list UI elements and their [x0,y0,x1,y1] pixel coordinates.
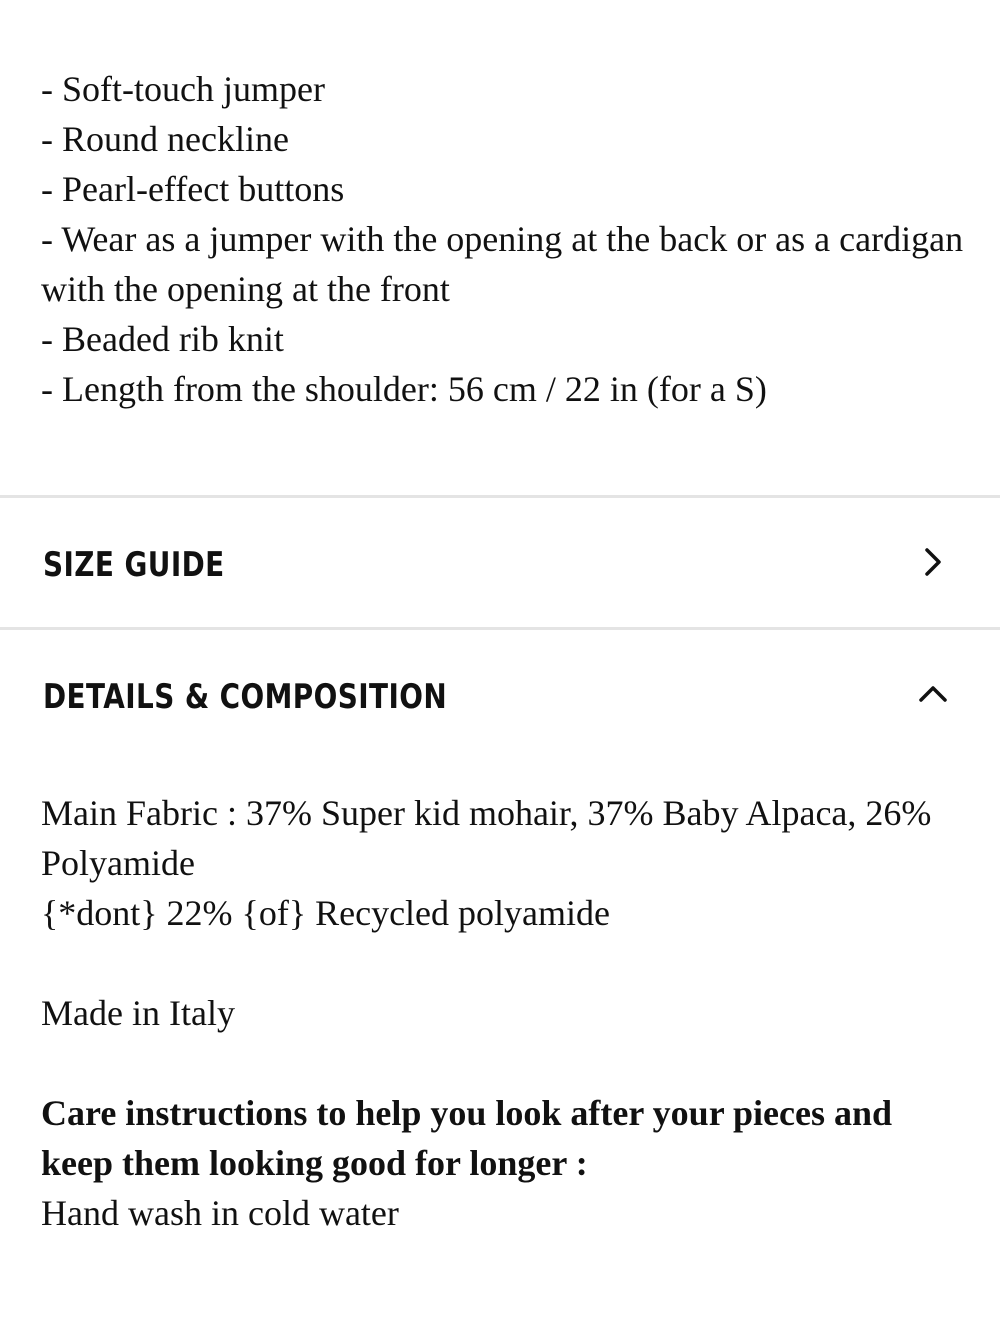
product-description [41,64,971,414]
divider [0,495,1000,498]
size-guide-title: SIZE GUIDE [43,545,225,585]
details-composition-accordion[interactable] [0,631,1000,759]
spacer [41,1038,971,1088]
details-composition-title: DETAILS & COMPOSITION [43,677,448,717]
description-line: - Soft-touch jumper [41,69,325,109]
description-line: - Round neckline [41,119,289,159]
description-line: - Wear as a jumper with the opening at the back or as a cardigan with the opening at the front [41,219,964,309]
size-guide-accordion[interactable] [0,499,1000,627]
care-heading: Care instructions to help you look after your pieces and keep them looking good for longer : [41,1093,893,1183]
main-fabric-text: Main Fabric : 37% Super kid mohair, 37% Baby Alpaca, 26% Polyamide [41,793,932,883]
recycled-text: {*dont} 22% {of} Recycled polyamide [41,893,610,933]
chevron-right-icon [918,547,948,577]
chevron-up-icon [918,679,948,709]
divider [0,627,1000,630]
details-composition-content [41,788,971,1238]
description-line: - Beaded rib knit [41,319,284,359]
care-instruction: Hand wash in cold water [41,1193,399,1233]
spacer [41,938,971,988]
description-line: - Length from the shoulder: 56 cm / 22 in (for a S) [41,369,767,409]
description-line: - Pearl-effect buttons [41,169,345,209]
origin-text: Made in Italy [41,993,235,1033]
